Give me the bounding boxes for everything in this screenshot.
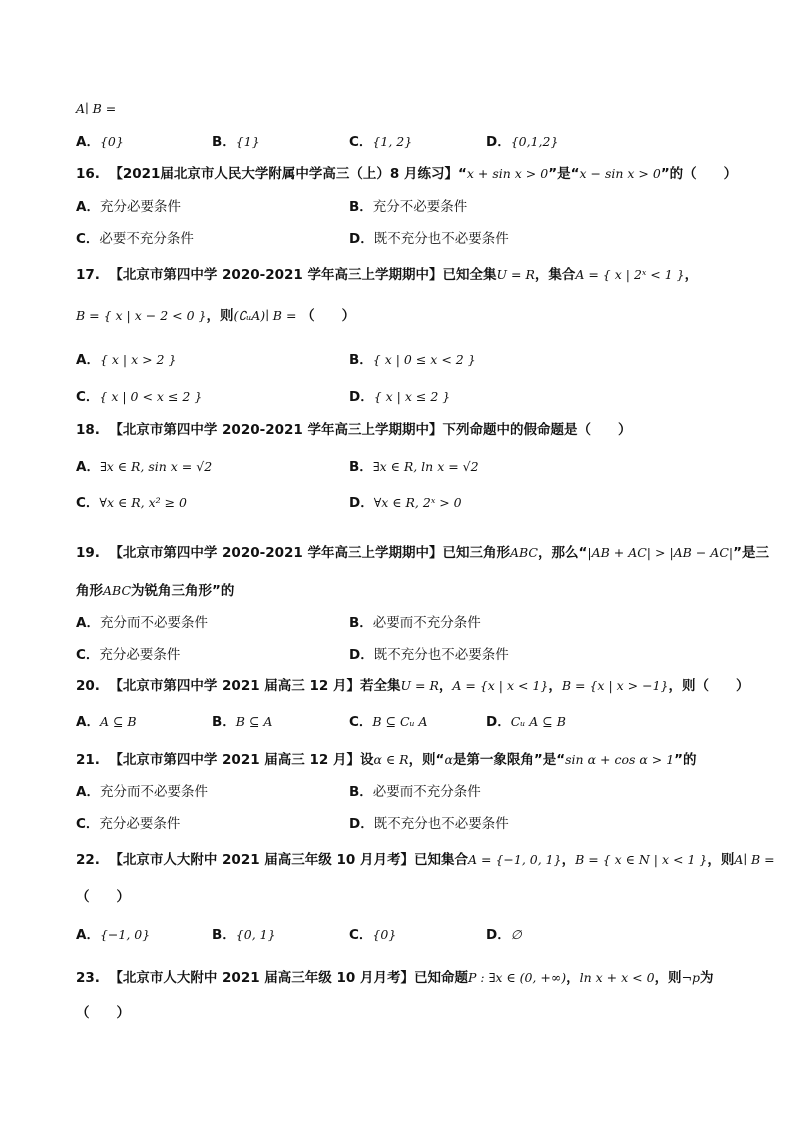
q20-option-a: A．A ⊆ B: [76, 714, 137, 730]
q16-option-c: C．必要不充分条件: [76, 231, 194, 247]
q21-option-a: A．充分而不必要条件: [76, 784, 208, 800]
q20-option-c: C．B ⊆ Cᵤ A: [349, 714, 428, 730]
q18-option-a: A．∃x ∈ R, sin x = √2: [76, 459, 213, 475]
top-option-d: D．{0,1,2}: [486, 134, 559, 150]
q22-option-a: A．{−1, 0}: [76, 927, 151, 943]
q22-option-b: B．{0, 1}: [212, 927, 276, 943]
q21-option-c: C．充分必要条件: [76, 816, 181, 832]
question-17-stem: 17. 【北京市第四中学 2020-2021 学年高三上学期期中】已知全集U = R，集合A = { x | 2ˣ < 1 }，: [76, 267, 699, 283]
question-23-stem-line2: （ ）: [76, 1005, 130, 1021]
question-20-stem: 20. 【北京市第四中学 2021 届高三 12 月】若全集U = R，A = {x | x < 1}，B = {x | x > −1}，则（ ）: [76, 678, 750, 694]
q16-option-b: B．充分不必要条件: [349, 199, 468, 215]
q16-option-d: D．既不充分也不必要条件: [349, 231, 509, 247]
q18-option-b: B．∃x ∈ R, ln x = √2: [349, 459, 479, 475]
q21-option-d: D．既不充分也不必要条件: [349, 816, 509, 832]
question-22-stem-line2: （ ）: [76, 889, 130, 905]
top-option-a: A．{0}: [76, 134, 124, 150]
q22-option-d: D．∅: [486, 927, 522, 943]
q20-option-b: B．B ⊆ A: [212, 714, 273, 730]
q17-option-a: A．{ x | x > 2 }: [76, 352, 177, 368]
question-16-stem: 16. 【2021届北京市人民大学附属中学高三（上）8 月练习】“x + sin x > 0”是“x − sin x > 0”的（ ）: [76, 166, 738, 182]
question-23-stem: 23. 【北京市人大附中 2021 届高三年级 10 月月考】已知命题P : ∃x ∈ (0, +∞)，ln x + x < 0，则¬p为: [76, 970, 714, 986]
q18-option-c: C．∀x ∈ R, x² ≥ 0: [76, 495, 188, 511]
q19-option-c: C．充分必要条件: [76, 647, 181, 663]
q20-option-d: D．Cᵤ A ⊆ B: [486, 714, 566, 730]
q19-option-b: B．必要而不充分条件: [349, 615, 481, 631]
q19-option-d: D．既不充分也不必要条件: [349, 647, 509, 663]
q22-option-c: C．{0}: [349, 927, 397, 943]
question-19-stem: 19. 【北京市第四中学 2020-2021 学年高三上学期期中】已知三角形ABC，那么“|AB + AC| > |AB − AC|”是三: [76, 545, 769, 561]
top-option-c: C．{1, 2}: [349, 134, 413, 150]
q16-option-a: A．充分必要条件: [76, 199, 181, 215]
q17-option-c: C．{ x | 0 < x ≤ 2 }: [76, 389, 203, 405]
q17-option-b: B．{ x | 0 ≤ x < 2 }: [349, 352, 476, 368]
top-expr: A∣ B =: [76, 101, 117, 116]
question-21-stem: 21. 【北京市第四中学 2021 届高三 12 月】设α ∈ R，则“α是第一象限角”是“sin α + cos α > 1”的: [76, 752, 697, 768]
question-22-stem: 22. 【北京市人大附中 2021 届高三年级 10 月月考】已知集合A = {−1, 0, 1}，B = { x ∈ N | x < 1 }，则A∣ B =: [76, 852, 775, 868]
q17-option-d: D．{ x | x ≤ 2 }: [349, 389, 451, 405]
q19-option-a: A．充分而不必要条件: [76, 615, 208, 631]
question-19-stem-line2: 角形ABC为锐角三角形”的: [76, 583, 235, 599]
q18-option-d: D．∀x ∈ R, 2ˣ > 0: [349, 495, 462, 511]
question-18-stem: 18. 【北京市第四中学 2020-2021 学年高三上学期期中】下列命题中的假命题是（ ）: [76, 422, 632, 438]
top-option-b: B．{1}: [212, 134, 260, 150]
top-expression: [76, 100, 116, 118]
question-17-stem-line2: B = { x | x − 2 < 0 }，则(∁ᵤA)∣ B = （ ）: [76, 308, 356, 324]
q21-option-b: B．必要而不充分条件: [349, 784, 481, 800]
